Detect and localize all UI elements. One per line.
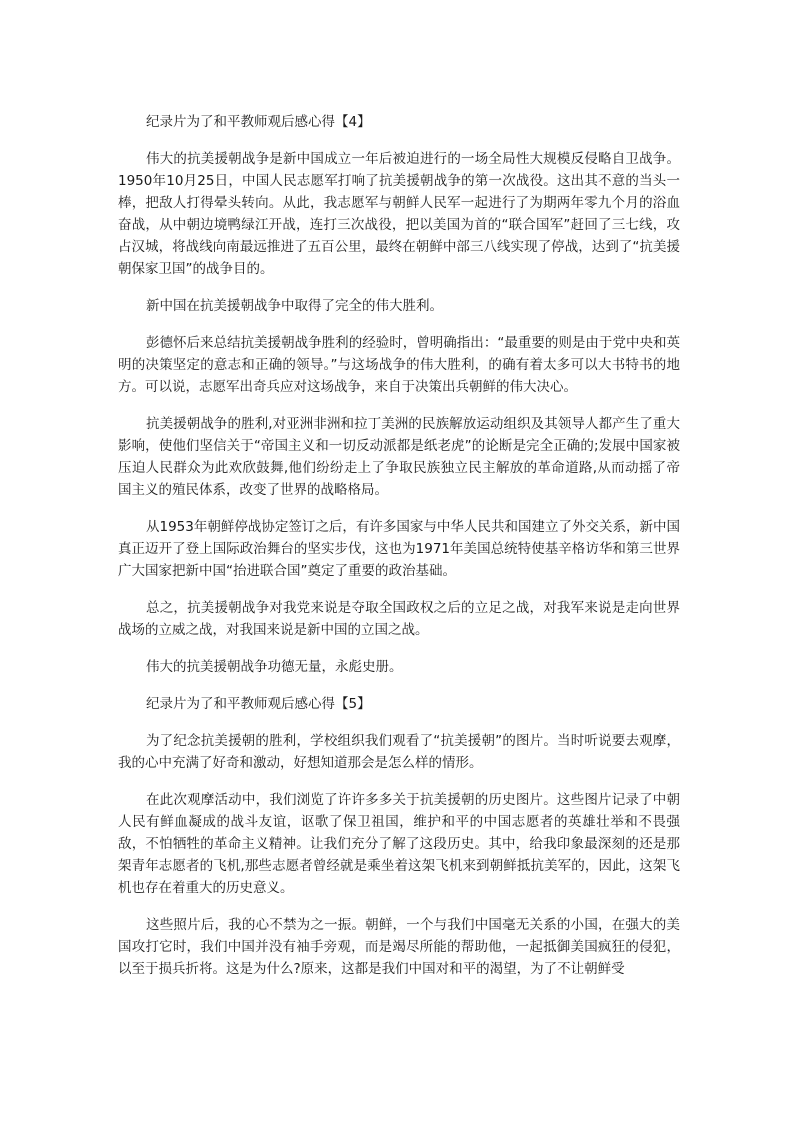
paragraph: 为了纪念抗美援朝的胜利，学校组织我们观看了“抗美援朝”的图片。当时听说要去观摩，我的心中充满了好奇和激动，好想知道那会是怎么样的情形。: [118, 733, 680, 771]
paragraph: 伟大的抗美援朝战争功德无量，永彪史册。: [146, 659, 403, 675]
paragraph: 这些照片后，我的心不禁为之一振。朝鲜，一个与我们中国毫无关系的小国，在强大的美国攻打它时，我们中国并没有袖手旁观，而是竭尽所能的帮助他，一起抵御美国疯狂的侵犯，以至于损兵折将。这是为什么?原来，这都是我们中国对和平的渴望，为了不让朝鲜受: [118, 917, 680, 977]
paragraph: 彭德怀后来总结抗美援朝战争胜利的经验时，曾明确指出：“最重要的则是由于党中央和英明的决策坚定的意志和正确的领导。”与这场战争的伟大胜利，的确有着太多可以大书特书的地方。可以说，志愿军出奇兵应对这场战争，来自于决策出兵朝鲜的伟大决心。: [118, 335, 680, 395]
paragraph: 伟大的抗美援朝战争是新中国成立一年后被迫进行的一场全局性大规模反侵略自卫战争。1950年10月25日，中国人民志愿军打响了抗美援朝战争的第一次战役。这出其不意的当头一棒，把敌人打得晕头转向。从此，我志愿军与朝鲜人民军一起进行了为期两年零九个月的浴血奋战，从中朝边境鸭绿江开战，连打三次战役，把以美国为首的“联合国军”赶回了三七线，攻占汉城，将战线向南最远推进了五百公里，最终在朝鲜中部三八线实现了停战，达到了“抗美援朝保家卫国”的战争目的。: [118, 151, 680, 277]
paragraph: 总之，抗美援朝战争对我党来说是夺取全国政权之后的立足之战，对我军来说是走向世界战场的立威之战，对我国来说是新中国的立国之战。: [118, 600, 680, 638]
document-body: [118, 111, 680, 995]
paragraph: 在此次观摩活动中，我们浏览了许许多多关于抗美援朝的历史图片。这些图片记录了中朝人民有鲜血凝成的战斗友谊，讴歌了保卫祖国，维护和平的中国志愿者的英雄壮举和不畏强敌，不怕牺牲的革命主义精神。让我们充分了解了这段历史。其中，给我印象最深刻的还是那架青年志愿者的飞机,那些志愿者曾经就是乘坐着这架飞机来到朝鲜抵抗美军的，因此，这架飞机也存在着重大的历史意义。: [118, 792, 680, 896]
paragraph: 从1953年朝鲜停战协定签订之后，有许多国家与中华人民共和国建立了外交关系，新中国真正迈开了登上国际政治舞台的坚实步伐，这也为1971年美国总统特使基辛格访华和第三世界广大国家把新中国“抬进联合国”奠定了重要的政治基础。: [118, 519, 680, 579]
paragraph: 抗美援朝战争的胜利,对亚洲非洲和拉丁美洲的民族解放运动组织及其领导人都产生了重大影响，使他们坚信关于“帝国主义和一切反动派都是纸老虎”的论断是完全正确的;发展中国家被压迫人民群众为此欢欣鼓舞,他们纷纷走上了争取民族独立民主解放的革命道路,从而动摇了帝国主义的殖民体系，改变了世界的战略格局。: [118, 416, 680, 498]
paragraph: 新中国在抗美援朝战争中取得了完全的伟大胜利。: [146, 298, 443, 314]
section-heading-4: 纪录片为了和平教师观后感心得【4】: [146, 114, 371, 130]
section-heading-5: 纪录片为了和平教师观后感心得【5】: [146, 696, 371, 712]
